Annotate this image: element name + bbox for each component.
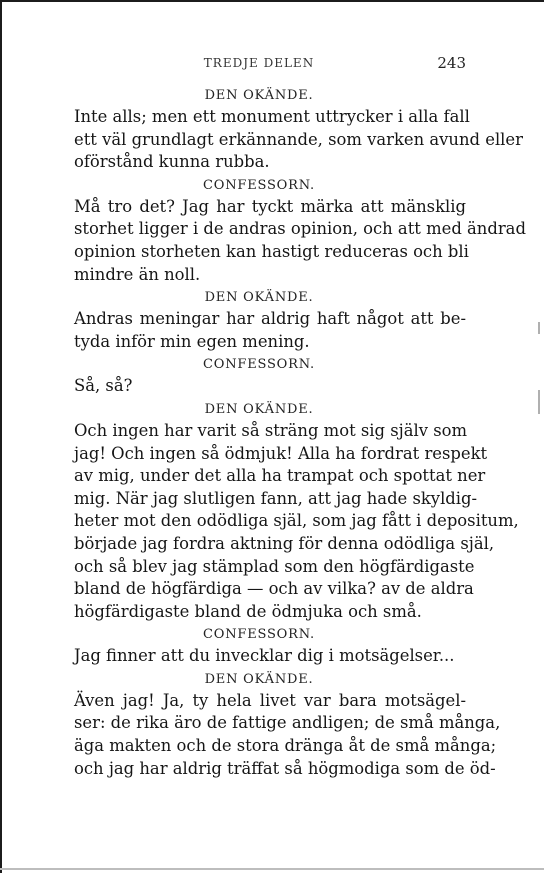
text-line: Så, så?: [74, 376, 133, 396]
text-line: mindre än noll.: [74, 264, 201, 284]
speech-paragraph: [52, 690, 501, 780]
text-line: äga makten och de stora dränga åt de små många;: [74, 736, 497, 756]
text-line: opinion storheten kan hastigt reduceras och bli: [74, 241, 469, 261]
page-number: 243: [437, 54, 466, 72]
text-line: Jag finner att du invecklar dig i motsägelser...: [74, 646, 455, 666]
speech-paragraph: [52, 308, 466, 353]
page-edge-left: [0, 0, 2, 873]
speaker-name: CONFESSORN.: [203, 357, 315, 373]
page-body: [52, 84, 526, 780]
text-line: och jag har aldrig träffat så högmodiga som de öd-: [74, 758, 496, 778]
speech-paragraph: [52, 375, 466, 398]
text-line: av mig, under det alla ha trampat och spottat ner: [74, 466, 486, 486]
speech-paragraph: [52, 106, 523, 174]
page-header: [52, 56, 466, 76]
text-line: tyda inför min egen mening.: [74, 331, 310, 351]
speaker-name: DEN OKÄNDE.: [204, 671, 314, 687]
text-line: Må tro det? Jag har tyckt märka att mänsklig: [74, 196, 466, 216]
page-edge-bottom: [0, 868, 544, 870]
text-line: ett väl grundlagt erkännande, som varken avund eller: [74, 129, 523, 149]
text-line: bland de högfärdiga — och av vilka? av de aldra: [74, 579, 474, 599]
speaker-name: DEN OKÄNDE.: [204, 290, 314, 306]
text-line: Även jag! Ja, ty hela livet var bara motsägel-: [74, 690, 466, 710]
margin-mark: [538, 322, 540, 334]
text-line: oförstånd kunna rubba.: [74, 152, 270, 172]
speaker-name: DEN OKÄNDE.: [204, 401, 314, 417]
text-line: storhet ligger i de andras opinion, och att med ändrad: [74, 219, 526, 239]
text-line: Andras meningar har aldrig haft något att be-: [74, 309, 466, 329]
text-line: Och ingen har varit så sträng mot sig själv som: [74, 420, 468, 440]
text-line: ser: de rika äro de fattige andligen; de små många,: [74, 713, 501, 733]
text-line: och så blev jag stämplad som den högfärdigaste: [74, 556, 475, 576]
speech-paragraph: [52, 420, 519, 623]
text-line: mig. När jag slutligen fann, att jag hade skyldig-: [74, 488, 478, 508]
text-line: började jag fordra aktning för denna odödliga själ,: [74, 533, 495, 553]
speech-paragraph: [52, 196, 526, 286]
text-line: jag! Och ingen så ödmjuk! Alla ha fordrat respekt: [74, 443, 488, 463]
text-line: högfärdigaste bland de ödmjuka och små.: [74, 601, 422, 621]
speech-paragraph: [52, 645, 466, 668]
speaker-name: DEN OKÄNDE.: [204, 88, 314, 103]
page-edge-top: [0, 0, 544, 2]
running-head: TREDJE DELEN: [203, 56, 315, 70]
speaker-name: CONFESSORN.: [203, 627, 315, 643]
speaker-name: CONFESSORN.: [203, 177, 315, 193]
text-line: heter mot den odödliga själ, som jag fått i depositum,: [74, 511, 519, 531]
text-line: Inte alls; men ett monument uttrycker i alla fall: [74, 107, 470, 126]
margin-mark: [538, 390, 540, 414]
